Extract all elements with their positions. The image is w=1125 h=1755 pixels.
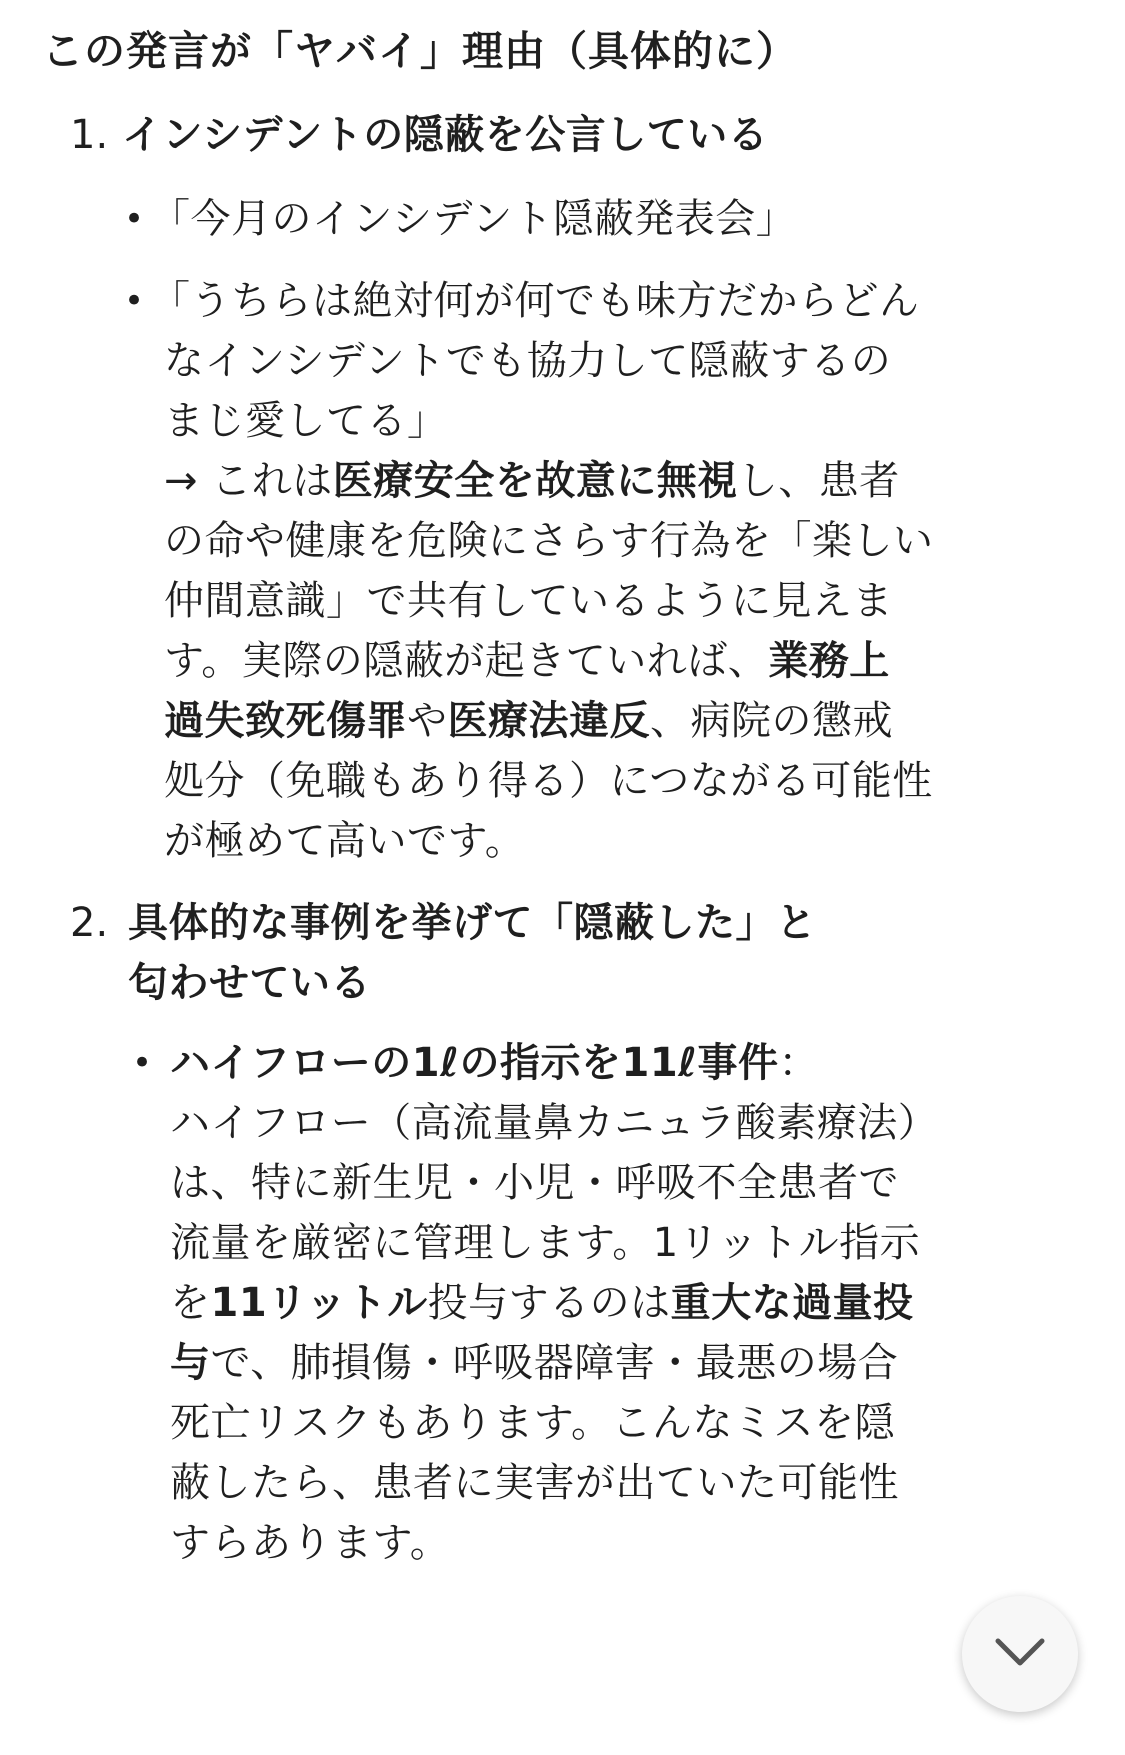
body-text: を [170, 1280, 211, 1326]
section1-explain-line2: の命や健康を危険にさらす行為を「楽しい [164, 518, 934, 564]
bullet-lead-title: ハイフローの1ℓの指示を11ℓ事件 [170, 1040, 779, 1086]
section2-bullet1-line8: 蔽したら、患者に実害が出ていた可能性 [170, 1460, 899, 1506]
list-number-1: 1. [70, 112, 109, 158]
section2-title-line2: 匂わせている [128, 960, 371, 1006]
section2-title-line1: 具体的な事例を挙げて「隠蔽した」と [128, 900, 817, 946]
explain-text: 、病院の懲戒 [650, 698, 893, 744]
section1-explain-line7: が極めて高いです。 [164, 818, 526, 864]
explain-emphasis: 過失致死傷罪 [164, 698, 407, 744]
section2-bullet1-line5 [170, 1270, 914, 1336]
section1-explain-line3: 仲間意識」で共有しているように見えま [164, 578, 893, 624]
section2-bullet1-line6 [170, 1330, 898, 1396]
section1-bullet2-line3: まじ愛してる」 [164, 398, 448, 444]
body-emphasis: 与 [170, 1340, 211, 1386]
section1-bullet1: 「今月のインシデント隠蔽発表会」 [150, 196, 797, 242]
bullet-dot-icon: • [132, 1043, 153, 1083]
section2-bullet1-lead [170, 1030, 819, 1096]
body-text: で、肺損傷・呼吸器障害・最悪の場合 [210, 1340, 899, 1386]
bottom-fade [0, 1605, 1125, 1755]
section2-bullet1-line9: すらあります。 [170, 1520, 451, 1566]
explain-emphasis: 業務上 [768, 638, 890, 684]
section1-explain-line1 [164, 448, 900, 514]
chevron-down-icon [994, 1637, 1046, 1671]
scroll-down-button[interactable] [962, 1596, 1078, 1712]
section2-bullet1-line2: ハイフロー（高流量鼻カニュラ酸素療法） [170, 1100, 939, 1146]
bullet-dot-icon: • [124, 281, 145, 321]
section1-bullet2-line2: なインシデントでも協力して隠蔽するの [164, 338, 892, 384]
bullet-dot-icon: • [124, 199, 145, 239]
body-emphasis: 重大な過量投 [670, 1280, 914, 1326]
section1-explain-line5 [164, 688, 893, 754]
explain-emphasis: 医療安全を故意に無視 [332, 458, 738, 504]
section2-bullet1-line7: 死亡リスクもあります。こんなミスを隠 [170, 1400, 895, 1446]
explain-emphasis: 医療法違反 [447, 698, 650, 744]
section1-explain-line4 [164, 628, 890, 694]
explain-text: す。実際の隠蔽が起きていれば、 [164, 638, 769, 684]
section2-bullet1-line3: は、特に新生児・小児・呼吸不全患者で [170, 1160, 899, 1206]
section1-bullet2-line1: 「うちらは絶対何が何でも味方だからどん [150, 278, 920, 324]
section2-bullet1-line4: 流量を厳密に管理します。1リットル指示 [170, 1220, 921, 1266]
body-emphasis: 11リットル [210, 1280, 428, 1326]
section-heading: この発言が「ヤバイ」理由（具体的に） [42, 27, 798, 75]
section1-explain-line6: 処分（免職もあり得る）につながる可能性 [164, 758, 933, 804]
body-text: 投与するのは [427, 1280, 671, 1326]
bullet-lead-colon: ： [778, 1040, 820, 1086]
explain-text: や [407, 698, 448, 744]
list-number-2: 2. [70, 900, 109, 946]
explain-text: し、患者 [737, 458, 900, 504]
section1-title: インシデントの隠蔽を公言している [122, 112, 769, 158]
explain-text: → これは [164, 458, 333, 504]
